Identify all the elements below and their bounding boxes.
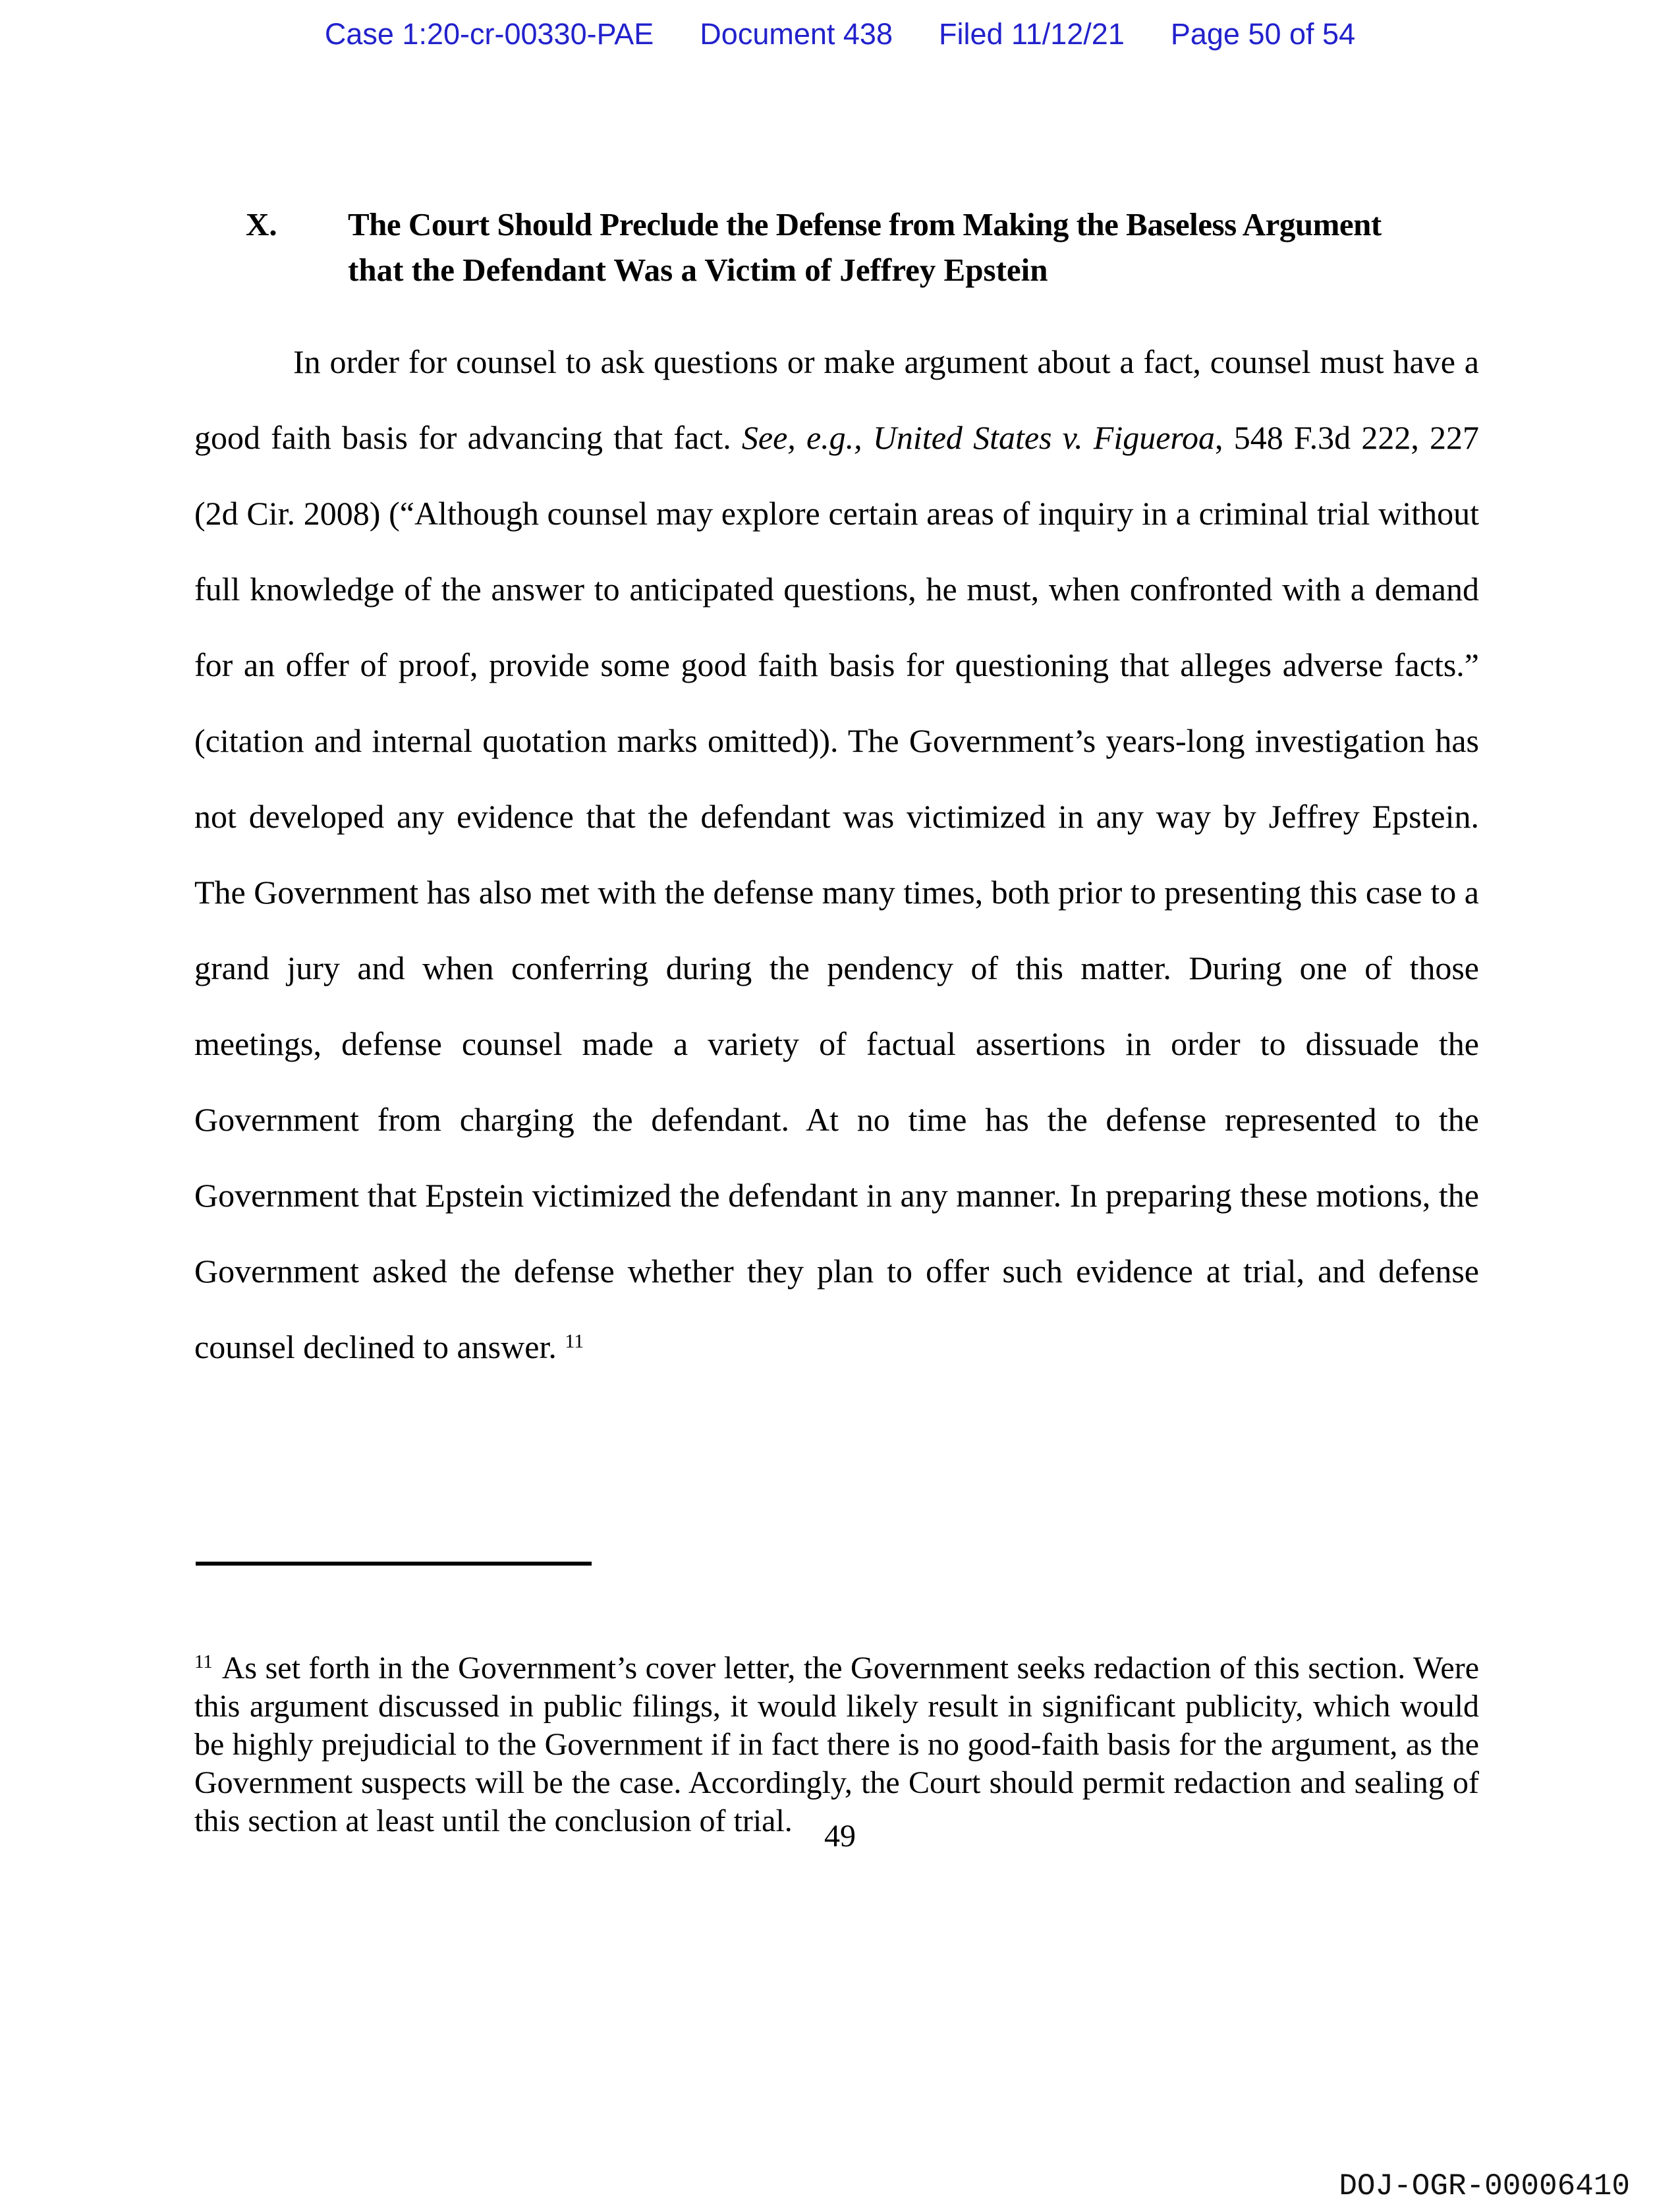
body-paragraph bbox=[194, 324, 1479, 1385]
footnote-marker: 11 bbox=[194, 1651, 213, 1673]
header-filed-date: Filed 11/12/21 bbox=[938, 17, 1125, 51]
body-text-continuation: , 548 F.3d 222, 227 (2d Cir. 2008) (“Although counsel may explore certain areas of inquiry in a criminal trial without full knowledge of the answer to anticipated questions, he must, when confronted with a demand for an offer of proof, provide some good faith basis for questioning that alleges adverse facts.” (citation and internal quotation marks omitted)). The Government’s years-long investigation has not developed any evidence that the defendant was victimized in any way by Jeffrey Epstein. The Government has also met with the defense many times, both prior to presenting this case to a grand jury and when conferring during the pendency of this matter. During one of those meetings, defense counsel made a variety of factual assertions in order to dissuade the Government from charging the defendant. At no time has the defense represented to the Government that Epstein victimized the defendant in any manner. In preparing these motions, the Government asked the defense whether they plan to offer such evidence at trial, and defense counsel declined to answer. bbox=[194, 419, 1479, 1365]
header-document-number: Document 438 bbox=[700, 17, 893, 51]
footnote-reference: 11 bbox=[565, 1330, 584, 1352]
section-heading bbox=[194, 202, 1505, 293]
section-title-line1: The Court Should Preclude the Defense from Making the Baseless Argument bbox=[348, 206, 1382, 242]
footnote-separator-rule bbox=[196, 1562, 592, 1566]
bates-number: DOJ-OGR-00006410 bbox=[1339, 2169, 1630, 2203]
page-number: 49 bbox=[824, 1819, 856, 1854]
header-page-indicator: Page 50 of 54 bbox=[1170, 17, 1356, 51]
section-number: X. bbox=[246, 206, 277, 242]
court-header-stamp bbox=[0, 17, 1680, 51]
section-title bbox=[348, 202, 1505, 293]
footnote-block bbox=[194, 1649, 1479, 1840]
footnote-text: As set forth in the Government’s cover letter, the Government seeks redaction of this section. Were this argument discussed in public filings, it would likely result in significant publicity, which would be highly prejudicial to the Government if in fact there is no good-faith basis for the argument, as the Government suspects will be the case. Accordingly, the Court should permit redaction and sealing of this section at least until the conclusion of trial. bbox=[194, 1651, 1479, 1838]
section-title-line2: that the Defendant Was a Victim of Jeffrey Epstein bbox=[348, 252, 1048, 288]
case-citation-italic: See, e.g., United States v. Figueroa bbox=[741, 419, 1216, 456]
header-case-caption: Case 1:20-cr-00330-PAE bbox=[324, 17, 654, 51]
body-text-opening: In order for counsel to ask questions or make argument about a fact, counsel must have a good faith basis for advancing that fact. bbox=[194, 343, 1479, 456]
